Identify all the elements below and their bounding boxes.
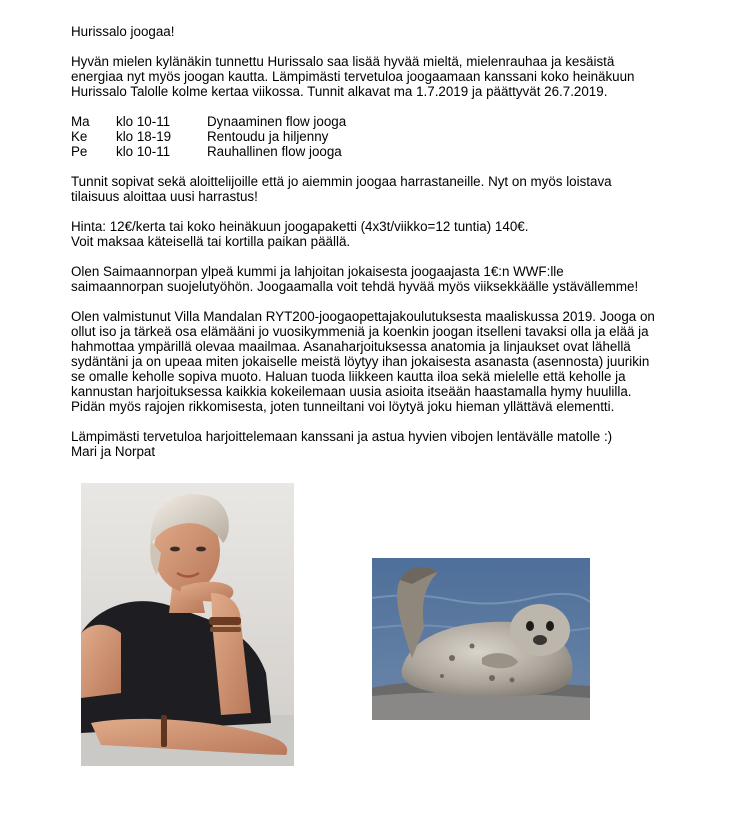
schedule-time: klo 10-11 — [116, 114, 171, 129]
bio-line: hahmottaa ympärillä olevaa maailmaa. Asanaharjoituksessa anatomia ja linjaukset ovat lähellä — [71, 339, 631, 354]
suitability-line: tilaisuus aloittaa uusi harrastus! — [71, 189, 258, 204]
intro-line: energiaa nyt myös joogan kautta. Lämpimästi tervetuloa joogaamaan kanssani koko heinäkuun — [71, 69, 635, 84]
suitability-line: Tunnit sopivat sekä aloittelijoille että jo aiemmin joogaa harrastaneille. Nyt on myös loistava — [71, 174, 612, 189]
schedule-time: klo 10-11 — [116, 144, 171, 159]
price-line: Hinta: 12€/kerta tai koko heinäkuun joogapaketti (4x3t/viikko=12 tuntia) 140€. — [71, 219, 529, 234]
bio-line: se omalle keholle sopiva muoto. Haluan tuoda liikkeen kautta iloa sekä mielelle että keholle ja — [71, 369, 626, 384]
signature-line: Mari ja Norpat — [71, 444, 156, 459]
document-title: Hurissalo joogaa! — [71, 24, 175, 39]
schedule-row — [71, 144, 681, 159]
bio-line: sydäntäni ja on upeaa miten jokaiselle meistä löytyy ihan jokaisesta asanasta (asennosta) juurikin — [71, 354, 650, 369]
price-paragraph — [71, 219, 681, 249]
donation-paragraph — [71, 264, 681, 294]
schedule-table — [71, 114, 681, 159]
bio-line: Olen valmistunut Villa Mandalan RYT200-joogaopettajakoulutuksesta maaliskussa 2019. Jooga on — [71, 309, 655, 324]
schedule-class: Rauhallinen flow jooga — [207, 144, 342, 159]
bio-line: Pidän myös rajojen rikkomisesta, joten tunneiltani voi löytyä joku hieman yllättävä elementti. — [71, 399, 615, 414]
intro-line: Hyvän mielen kylänäkin tunnettu Hurissalo saa lisää hyvää mieltä, mielenrauhaa ja kesäistä — [71, 54, 615, 69]
schedule-row — [71, 129, 681, 144]
intro-paragraph — [71, 54, 681, 99]
schedule-day: Pe — [71, 144, 88, 159]
document-body — [71, 24, 681, 459]
bio-paragraph — [71, 309, 681, 414]
suitability-paragraph — [71, 174, 681, 204]
schedule-row — [71, 114, 681, 129]
closing-line: Lämpimästi tervetuloa harjoittelemaan kanssani ja astua hyvien vibojen lentävälle matolle :) — [71, 429, 613, 444]
intro-line: Hurissalo Talolle kolme kertaa viikossa. Tunnit alkavat ma 1.7.2019 ja päättyvät 26.7.2019. — [71, 84, 608, 99]
instructor-photo — [81, 483, 294, 766]
donation-line: saimaannorpan suojelutyöhön. Joogaamalla voit tehdä hyvää myös viiksekkäälle ystävällemme! — [71, 279, 639, 294]
schedule-day: Ma — [71, 114, 90, 129]
donation-line: Olen Saimaannorpan ylpeä kummi ja lahjoitan jokaisesta joogaajasta 1€:n WWF:lle — [71, 264, 564, 279]
schedule-class: Rentoudu ja hiljenny — [207, 129, 329, 144]
schedule-time: klo 18-19 — [116, 129, 172, 144]
schedule-day: Ke — [71, 129, 88, 144]
schedule-class: Dynaaminen flow jooga — [207, 114, 347, 129]
seal-photo — [372, 558, 590, 720]
bio-line: ollut iso ja tärkeä osa elämääni jo vuosikymmeniä ja koenkin joogan itselleni tavaksi olla ja elää ja — [71, 324, 649, 339]
closing-paragraph — [71, 429, 681, 459]
price-line: Voit maksaa käteisellä tai kortilla paikan päällä. — [71, 234, 351, 249]
bio-line: kannustan harjoituksessa kaikkia kokeilemaan uusia asioita itseään haastamalla hymy huulilla. — [71, 384, 632, 399]
